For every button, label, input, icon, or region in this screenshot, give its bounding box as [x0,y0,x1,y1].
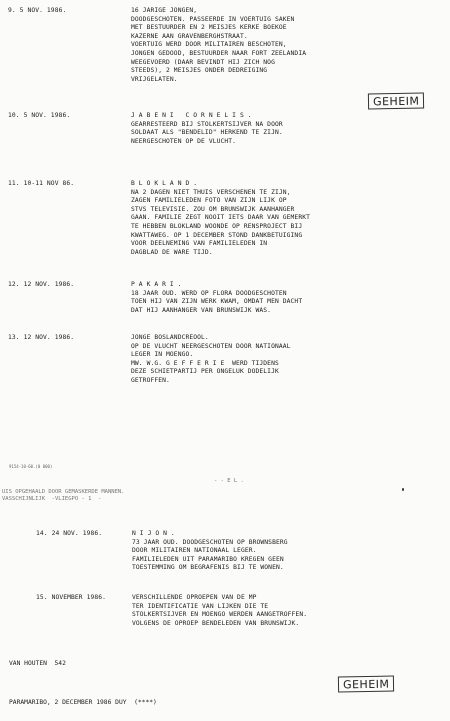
entry-line: VOLGENS DE OPROEP BENDELEDEN VAN BRUNSWIJK. [132,619,300,627]
entry-line: 16 JARIGE JONGEN, [131,7,198,14]
entry-date: 14. 24 NOV. 1986. [36,530,103,537]
entry-line: FAMILIELEDEN UIT PARAMARIBO KREGEN GEEN [132,555,284,563]
entry-line: WEEGEVOERD (DAAR BEVINDT HIJ ZICH NOG [131,58,275,66]
entry-line: JONGEN GEDOOD, BESTUURDER NAAR FORT ZEELANDIA [131,49,307,57]
entry-text [132,530,288,573]
entry-line: NA 2 DAGEN NIET THUIS VERSCHENEN TE ZIJN, [131,188,291,196]
faint-line: VASSCHIJNLIJK -VLIEGPO - 1 - [2,496,102,502]
classification-stamp: GEHEIM [338,676,395,693]
entry-line: JONGE BOSLANDCREOOL. [131,334,209,341]
entry-line: P A K A R I . [131,281,182,288]
entry-line: KAZERNE AAN GRAVENBERGHSTRAAT. [131,32,248,40]
entry-line: B L O K L A N D . [131,180,198,187]
entry-line: VOERTUIG WERD DOOR MILITAIREN BESCHOTEN, [131,41,287,49]
entry-date: 10. 5 NOV. 1986. [8,112,71,119]
entry-line: TER IDENTIFICATIE VAN LIJKEN DIE TE [132,602,269,610]
entry-line: STVS TELEVISIE. ZOU OM BRUNSWIJK AANHANGER [131,205,295,213]
entry-date: 11. 10-11 NOV 86. [8,180,75,187]
faint-line: UIS OPGEHAALD DOOR GEMASKERDE MANNEN. [2,489,125,495]
entry-line: TOESTEMMING OM BEGRAFENIS BIJ TE WONEN. [132,564,284,572]
classification-stamp: GEHEIM [368,93,425,110]
entry-line: DEZE SCHIETPARTIJ PER ONGELUK DODELIJK [131,368,279,376]
entry-line: DOODGESCHOTEN. PASSEERDE IN VOERTUIG SAKEN [131,15,295,23]
entry-line: GETROFFEN. [131,376,170,384]
entry-line: SOLDAAT ALS "BENDELID" HERKEND TE ZIJN. [131,129,283,137]
entry-line: NEERGESCHOTEN OP DE VLUCHT. [131,137,237,145]
entry-line: 18 JAAR OUD. WERD OP FLORA DOODGESCHOTEN [131,289,287,297]
entry-line: 73 JAAR OUD. DOODGESCHOTEN OP BROWNSBERG [132,538,288,546]
entry-line: STEEDS), 2 MEISJES ONDER DEDREIGING [131,67,268,75]
entry-line: LEGER IN MOENGO. [131,351,194,359]
entry-line: DAGBLAD DE WARE TIJD. [131,248,213,256]
entry-line: STOLKERTSIJVER EN MOENGO WERDEN AANGETROFFEN. [132,611,308,619]
entry-line: N I J O N . [132,530,175,537]
ink-speck [402,488,404,491]
entry-line: VRIJGELATEN. [131,75,178,83]
entry-line: VOOR DEELNEMING VAN FAMILIELEDEN IN [131,240,268,248]
entry-text [131,334,291,386]
entry-text [131,180,310,257]
entry-text [131,281,302,315]
entry-line: OP DE VLUCHT NEERGESCHOTEN DOOR NATIONAAL [131,342,291,350]
entry-text [132,594,307,628]
entry-line: J A B E N I C O R N E L I S . [131,112,252,119]
entry-line: DAT HIJ AANHANGER VAN BRUNSWIJK WAS. [131,306,272,314]
page-reference: 9154-10-60.(0 000) [9,464,53,469]
faint-header: - - E L . [214,478,244,484]
entry-date: 9. 5 NOV. 1986. [8,7,67,14]
entry-line: GAAN. FAMILIE ZEGT NOOIT IETS DAAR VAN GEMERKT [131,214,310,222]
entry-line: ZAGEN FAMILIELEDEN FOTO VAN ZIJN LIJK OP [131,197,287,205]
signature: VAN HOUTEN 542 [9,660,66,667]
entry-text [131,112,283,146]
entry-text [131,7,306,84]
entry-line: DOOR MILITAIREN NATIONAAL LEGER. [132,547,257,555]
entry-date: 12. 12 NOV. 1986. [8,281,75,288]
entry-line: TOEN HIJ VAN ZIJN WERK KWAM, OMDAT MEN DACHT [131,298,303,306]
entry-line: TE HEBBEN BLOKLAND WOONDE OP RENSPROJECT BIJ [131,222,303,230]
entry-line: VERSCHILLENDE OPROEPEN VAN DE MP [132,594,257,601]
entry-line: KWATTAWEG. OP 1 DECEMBER STOND DANKBETUIGING [131,231,303,239]
entry-line: GEARRESTEERD BIJ STOLKERTSIJVER NA DOOR [131,120,283,128]
entry-date: 15. NOVEMBER 1986. [36,594,107,601]
entry-line: MW. W.G. G E F F E R I E WERD TIJDENS [131,359,279,367]
entry-date: 13. 12 NOV. 1986. [8,334,75,341]
footer-line: PARAMARIBO, 2 DECEMBER 1986 DUY (****) [9,699,157,706]
entry-line: MET BESTUURDER EN 2 MEISJES KERKE BOEKOE [131,24,287,32]
